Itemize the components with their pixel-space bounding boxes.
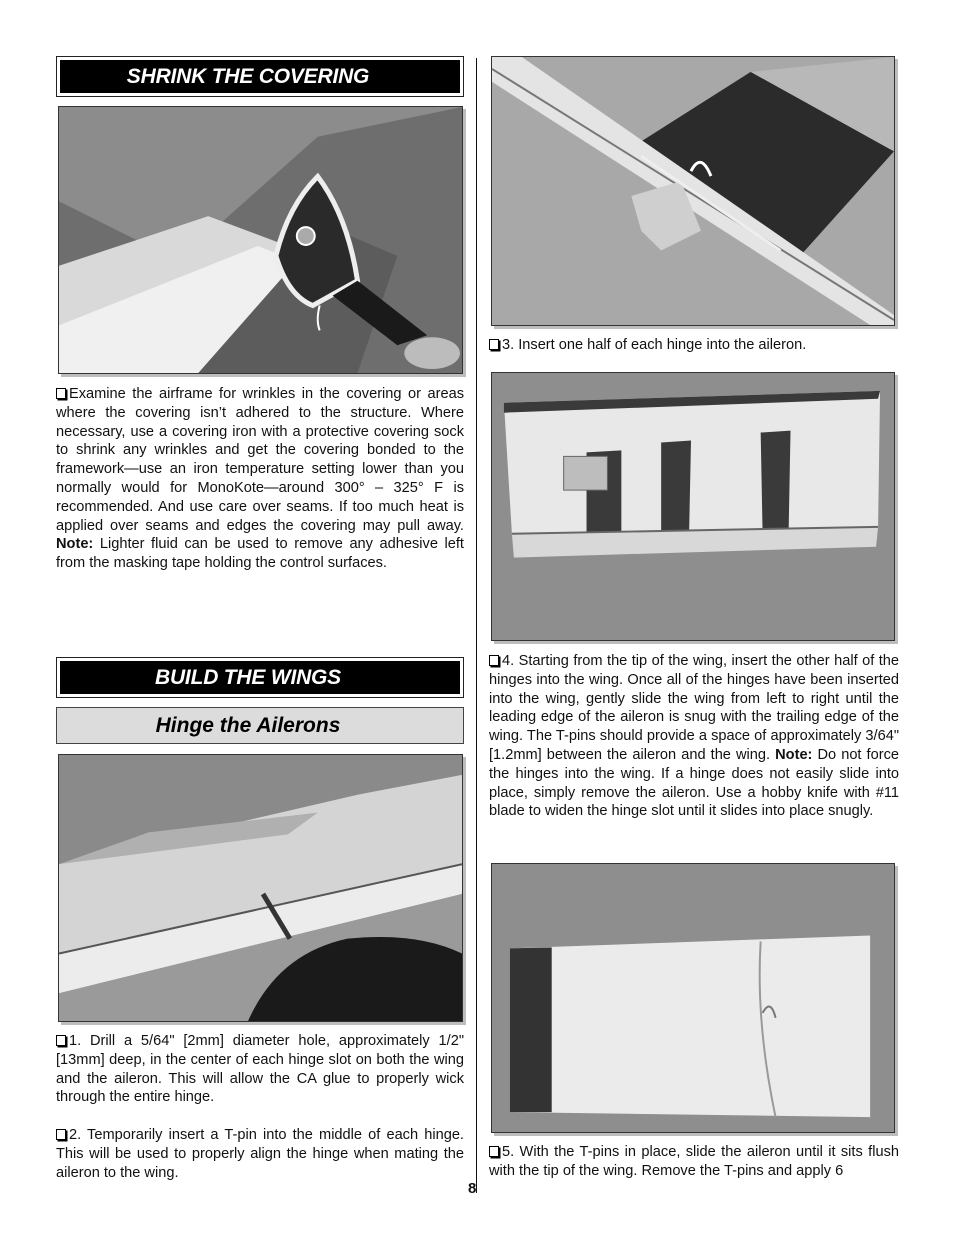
checkbox-icon[interactable]: [56, 1035, 66, 1046]
section-header-build-wings: [56, 657, 464, 698]
subsection-header-hinge-ailerons: [56, 707, 464, 744]
paragraph-shrink-covering: Examine the airframe for wrinkles in the covering or areas where the covering isn’t adhered to the structure. Where necessary, use a covering iron with a protective covering sock to shrink any wrinkles and get the covering bonded to the framework—use an iron temperature setting lower than you normally would for MonoKote—around 300° – 325° F is recommended. And use care over seams. If too much heat is applied over seams and edges the covering may pull away. Note: Lighter fluid can be used to remove any adhesive left from the masking tape holding the control surfaces.: [56, 386, 464, 572]
photo-covering-iron: [58, 106, 463, 374]
section-title: BUILD THE WINGS: [155, 665, 341, 689]
column-divider: [476, 58, 477, 1193]
photo-aileron-flush-with-tip: [491, 863, 895, 1133]
photo-drilling-hinge-slot: [58, 754, 463, 1022]
paragraph-step-1: 1. Drill a 5/64" [2mm] diameter hole, approximately 1/2" [13mm] deep, in the center of each hinge slot on both the wing and the aileron. This will allow the CA glue to properly wick through the entire hinge.: [56, 1033, 464, 1106]
section-title: SHRINK THE COVERING: [126, 64, 370, 88]
paragraph-step-4: 4. Starting from the tip of the wing, insert the other half of the hinges into the wing. Once all of the hinges have been inserted into the wing, gently slide the wing from left to right until the leading edge of the aileron is snug with the trailing edge of the wing. The T-pins should provide a space of approximately 3/64" [1.2mm] between the aileron and the wing. Note: Do not force the hinges into the wing. If a hinge does not easily slide into place, simply remove the aileron. Use a hobby knife with #11 blade to widen the hinge slot until it slides into place snugly.: [489, 653, 899, 820]
checkbox-icon[interactable]: [489, 1146, 499, 1157]
checkbox-icon[interactable]: [489, 655, 499, 666]
paragraph-step-2: 2. Temporarily insert a T-pin into the middle of each hinge. This will be used to properly align the hinge when mating the aileron to the wing.: [56, 1127, 464, 1181]
photo-wing-with-hinges: [491, 372, 895, 641]
subsection-title: Hinge the Ailerons: [155, 713, 341, 737]
checkbox-icon[interactable]: [56, 1129, 66, 1140]
paragraph-step-3: 3. Insert one half of each hinge into the aileron.: [489, 336, 899, 355]
checkbox-icon[interactable]: [56, 388, 66, 399]
section-header-shrink-covering: [56, 56, 464, 97]
checkbox-icon[interactable]: [489, 339, 499, 350]
paragraph-step-5: 5. With the T-pins in place, slide the aileron until it sits flush with the tip of the wing. Remove the T-pins and apply 6: [489, 1144, 899, 1179]
photo-hinge-in-aileron: [491, 56, 895, 326]
page-number: 8: [468, 1180, 477, 1197]
